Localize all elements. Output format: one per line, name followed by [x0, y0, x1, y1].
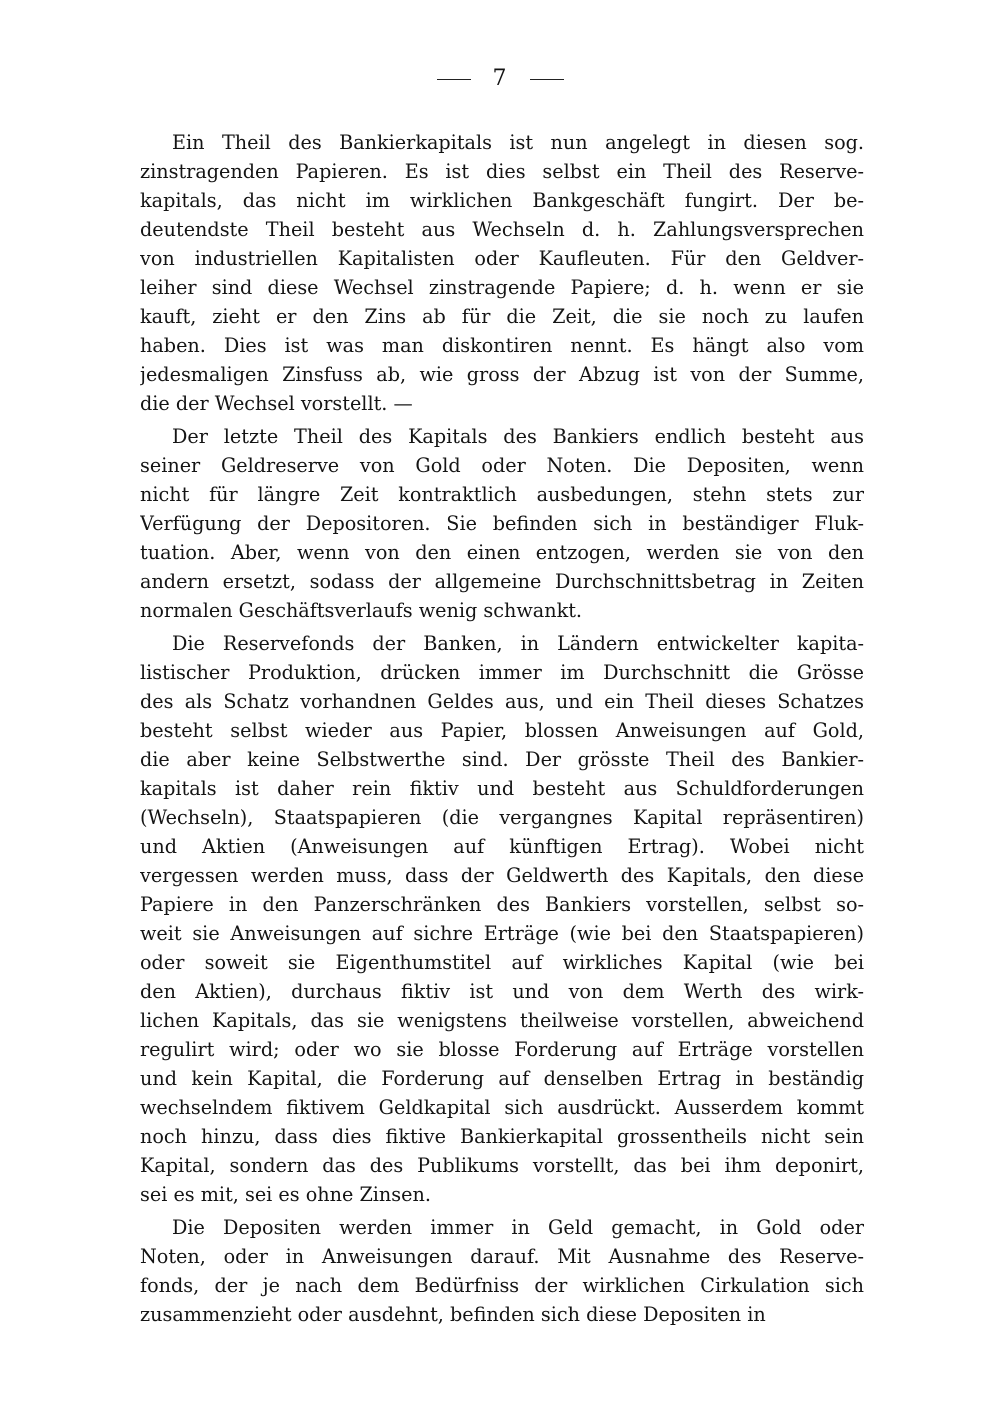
text-line: Papiere in den Panzerschränken des Bankiers vorstellen, selbst so- — [140, 893, 864, 916]
text-line: vergessen werden muss, dass der Geldwerth des Kapitals, den diese — [140, 864, 864, 887]
text-line: Der letzte Theil des Kapitals des Bankiers endlich besteht aus — [172, 425, 864, 448]
text-line: und kein Kapital, die Forderung auf denselben Ertrag in beständig — [140, 1067, 864, 1090]
text-line: weit sie Anweisungen auf sichre Erträge (wie bei den Staatspapieren) — [140, 922, 864, 945]
text-line: die der Wechsel vorstellt. — — [140, 392, 413, 415]
text-line: jedesmaligen Zinsfuss ab, wie gross der Abzug ist von der Summe, — [140, 363, 864, 386]
text-line: kapitals, das nicht im wirklichen Bankgeschäft fungirt. Der be- — [140, 189, 864, 212]
text-line: kapitals ist daher rein fiktiv und besteht aus Schuldforderungen — [140, 777, 864, 800]
text-line: leiher sind diese Wechsel zinstragende Papiere; d. h. wenn er sie — [140, 276, 864, 299]
body-text — [140, 128, 864, 1329]
text-line: noch hinzu, dass dies fiktive Bankierkapital grossentheils nicht sein — [140, 1125, 864, 1148]
text-line: Verfügung der Depositoren. Sie befinden sich in beständiger Fluk- — [140, 512, 864, 535]
text-line: listischer Produktion, drücken immer im Durchschnitt die Grösse — [140, 661, 864, 684]
text-line: und Aktien (Anweisungen auf künftigen Ertrag). Wobei nicht — [140, 835, 864, 858]
paragraph — [140, 629, 864, 1209]
text-line: fonds, der je nach dem Bedürfniss der wirklichen Cirkulation sich — [140, 1274, 864, 1297]
text-line: deutendste Theil besteht aus Wechseln d. h. Zahlungsversprechen — [140, 218, 864, 241]
text-line: (Wechseln), Staatspapieren (die vergangnes Kapital repräsentiren) — [140, 806, 864, 829]
text-line: haben. Dies ist was man diskontiren nennt. Es hängt also vom — [140, 334, 864, 357]
page-number-right-dash — [530, 79, 564, 80]
paragraph — [140, 128, 864, 418]
text-line: Die Reservefonds der Banken, in Ländern entwickelter kapita- — [172, 632, 864, 655]
text-line: zusammenzieht oder ausdehnt, befinden sich diese Depositen in — [140, 1303, 766, 1326]
text-line: tuation. Aber, wenn von den einen entzogen, werden sie von den — [140, 541, 864, 564]
text-line: lichen Kapitals, das sie wenigstens theilweise vorstellen, abweichend — [140, 1009, 864, 1032]
text-line: normalen Geschäftsverlaufs wenig schwankt. — [140, 599, 583, 622]
text-line: oder soweit sie Eigenthumstitel auf wirkliches Kapital (wie bei — [140, 951, 864, 974]
page-number-value: 7 — [492, 66, 508, 91]
text-line: andern ersetzt, sodass der allgemeine Durchschnittsbetrag in Zeiten — [140, 570, 864, 593]
text-line: Kapital, sondern das des Publikums vorstellt, das bei ihm deponirt, — [140, 1154, 864, 1177]
text-line: Noten, oder in Anweisungen darauf. Mit Ausnahme des Reserve- — [140, 1245, 864, 1268]
page-number-left-dash — [437, 79, 471, 80]
text-line: von industriellen Kapitalisten oder Kaufleuten. Für den Geldver- — [140, 247, 864, 270]
text-line: regulirt wird; oder wo sie blosse Forderung auf Erträge vorstellen — [140, 1038, 864, 1061]
text-line: seiner Geldreserve von Gold oder Noten. Die Depositen, wenn — [140, 454, 864, 477]
page-number — [0, 66, 1000, 91]
paragraph — [140, 422, 864, 625]
text-line: Die Depositen werden immer in Geld gemacht, in Gold oder — [172, 1216, 864, 1239]
text-line: kauft, zieht er den Zins ab für die Zeit, die sie noch zu laufen — [140, 305, 864, 328]
text-line: sei es mit, sei es ohne Zinsen. — [140, 1183, 431, 1206]
text-line: die aber keine Selbstwerthe sind. Der grösste Theil des Bankier- — [140, 748, 864, 771]
text-line: Ein Theil des Bankierkapitals ist nun angelegt in diesen sog. — [172, 131, 864, 154]
text-line: den Aktien), durchaus fiktiv ist und von dem Werth des wirk- — [140, 980, 864, 1003]
text-line: des als Schatz vorhandnen Geldes aus, und ein Theil dieses Schatzes — [140, 690, 864, 713]
text-line: zinstragenden Papieren. Es ist dies selbst ein Theil des Reserve- — [140, 160, 864, 183]
paragraph — [140, 1213, 864, 1329]
text-line: wechselndem fiktivem Geldkapital sich ausdrückt. Ausserdem kommt — [140, 1096, 864, 1119]
text-line: besteht selbst wieder aus Papier, blossen Anweisungen auf Gold, — [140, 719, 864, 742]
text-line: nicht für längre Zeit kontraktlich ausbedungen, stehn stets zur — [140, 483, 864, 506]
